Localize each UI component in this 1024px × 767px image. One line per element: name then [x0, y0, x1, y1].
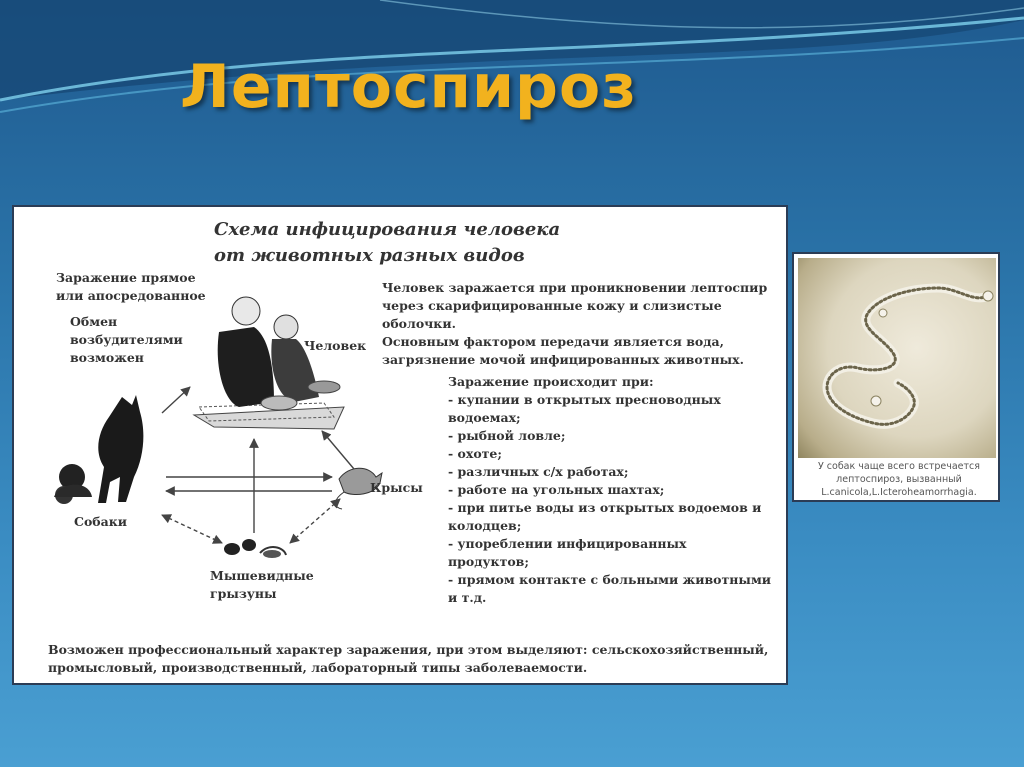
human-illustration: [194, 297, 344, 429]
arrow-rodents-rats: [290, 499, 340, 543]
text-line: Человек заражается при проникновении лептоспир: [382, 280, 768, 295]
text-line: Мышевидные: [210, 568, 314, 583]
dogs-illustration: [54, 395, 143, 504]
text-line: Возможен профессиональный характер заражения, при этом выделяют: сельскохозяйственный,: [48, 642, 769, 657]
text-line: - прямом контакте с больными животными: [448, 572, 772, 587]
infection-intro-text: [382, 279, 786, 369]
text-line: - работе на угольных шахтах;: [448, 482, 665, 497]
text-line: загрязнение мочой инфицированных животных.: [382, 352, 744, 367]
text-line: Заражение прямое: [56, 270, 196, 285]
scheme-title-line: Схема инфицирования человека: [214, 219, 561, 240]
node-dogs-label: Собаки: [74, 514, 128, 529]
node-rodents-label: [210, 567, 314, 603]
arrow-rats-to-human: [322, 431, 354, 469]
text-line: грызуны: [210, 586, 277, 601]
text-line: Заражение происходит при:: [448, 374, 654, 389]
scheme-title: [214, 217, 560, 269]
text-line: лептоспироз, вызванный: [836, 474, 962, 485]
infection-scheme-panel: [12, 205, 788, 685]
text-line: - охоте;: [448, 446, 502, 461]
text-line: промысловый, производственный, лабораторный типы заболеваемости.: [48, 660, 588, 675]
text-line: или апосредованное: [56, 288, 206, 303]
text-line: - при питье воды из открытых водоемов и: [448, 500, 762, 515]
text-line: - купании в открытых пресноводных: [448, 392, 721, 407]
text-line: - различных с/х работах;: [448, 464, 629, 479]
scheme-title-line: от животных разных видов: [214, 245, 525, 266]
arrow-dogs-rodents: [162, 515, 222, 543]
slide-title: Лептоспироз: [180, 52, 638, 122]
text-line: возбудителями: [70, 332, 183, 347]
text-line: Основным фактором передачи является вода,: [382, 334, 724, 349]
node-human-label: Человек: [304, 338, 367, 353]
node-rats-label: Крысы: [370, 480, 423, 495]
occupational-note: [48, 641, 768, 677]
exchange-note: [70, 313, 183, 367]
text-line: колодцев;: [448, 518, 522, 533]
leptospira-micrograph: [798, 258, 996, 458]
text-line: - упореблении инфицированных: [448, 536, 687, 551]
text-line: водоемах;: [448, 410, 521, 425]
spirochete-image: [798, 258, 996, 458]
text-line: возможен: [70, 350, 144, 365]
text-line: L.canicola,L.Icteroheamorrhagia.: [821, 487, 977, 498]
rodents-illustration: [224, 539, 286, 558]
text-line: и т.д.: [448, 590, 487, 605]
text-line: Обмен: [70, 314, 118, 329]
text-line: - рыбной ловле;: [448, 428, 566, 443]
text-line: У собак чаще всего встречается: [817, 461, 980, 472]
text-line: через скарифицированные кожу и слизистые оболочки.: [382, 298, 722, 331]
arrow-dogs-to-human: [162, 387, 190, 413]
infection-causes-list: [448, 373, 771, 607]
text-line: продуктов;: [448, 554, 529, 569]
leptospira-photo-card: [792, 252, 1000, 502]
photo-caption: [804, 460, 994, 499]
transmission-note: [56, 269, 206, 305]
